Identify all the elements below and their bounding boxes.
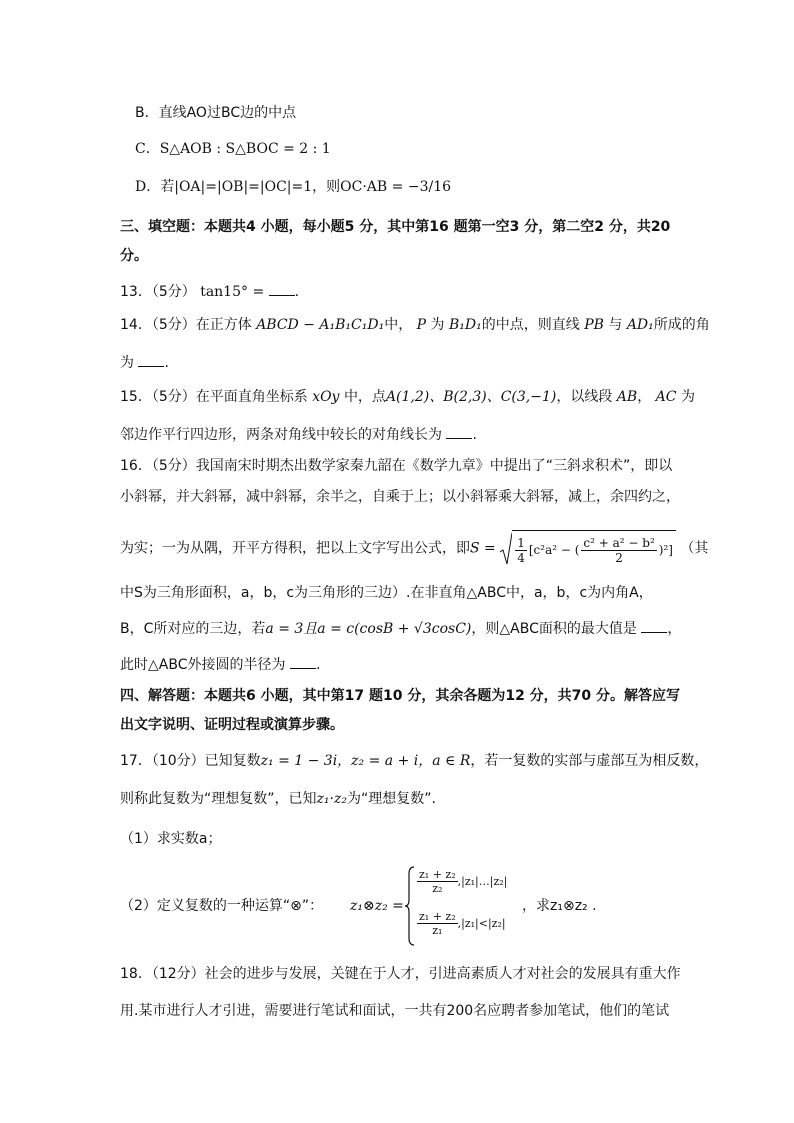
q17-case2-cond: ,|z₁|<|z₂| bbox=[457, 917, 506, 930]
q16-text-5: 中S为三角形面积，a，b，c为三角形的三边）.在非直角△ABC中，a，b，c为内角A， bbox=[120, 585, 653, 601]
q14-cube-label: ABCD − A₁B₁C₁D₁ bbox=[256, 317, 385, 333]
q17-definitions: z₁ = 1 − 3i，z₂ = a + i，a ∈ R bbox=[260, 753, 471, 769]
q17-part2-end bbox=[522, 896, 597, 916]
q14-text-1: 14．（5分）在正方体 bbox=[120, 317, 252, 333]
q16-text-8: 此时△ABC外接圆的半径为 bbox=[120, 657, 286, 673]
q17-operation-lhs: z₁⊗z₂ = bbox=[350, 898, 404, 914]
question-16-line6: 此时△ABC外接圆的半径为 . bbox=[120, 657, 321, 673]
q17-text-3: 则称此复数为“理想复数”，已知 bbox=[120, 791, 317, 807]
question-17-line2 bbox=[120, 789, 436, 809]
q17-case-2 bbox=[417, 910, 506, 937]
q16-sqrt-formula: $\frac{1}{4}$ [c²a² − ( $\frac{\text{c² + a² − b²}}{2}$ )²] bbox=[500, 530, 676, 567]
q15-text-6: 邻边作平行四边形，两条对角线中较长的对角线长为 bbox=[120, 427, 442, 443]
question-13: 13．（5分） tan15° = . bbox=[120, 284, 300, 300]
q17-part2-text: （2）定义复数的一种运算“⊗”： bbox=[120, 898, 324, 914]
q13-prefix: 13．（5分） bbox=[120, 284, 196, 300]
q16-text-6: B，C所对应的三边，若 bbox=[120, 621, 266, 637]
q17-case-1 bbox=[417, 868, 507, 895]
q16-condition: a = 3且a = c(cosB + √3cosC) bbox=[265, 621, 472, 637]
option-d-text: D．若|OA|=|OB|=|OC|=1，则OC·AB = −3/16 bbox=[135, 179, 452, 195]
question-16-line2 bbox=[120, 487, 680, 507]
option-c-text: C．S△AOB : S△BOC = 2 : 1 bbox=[135, 141, 331, 157]
section-4-heading-cont bbox=[120, 715, 344, 735]
q16-text-3: 为实；一为从隅，开平方得积，把以上文字写出公式，即 bbox=[120, 540, 470, 557]
q14-text-6: 所成的角 bbox=[653, 317, 710, 333]
q16-text-7: ，则△ABC面积的最大值是 bbox=[471, 621, 637, 637]
q16-fraction-inner: $\frac{\text{c² + a² − b²}}{2}$ bbox=[583, 535, 655, 565]
q16-answer-blank-2[interactable] bbox=[290, 656, 316, 669]
question-14-cont: 为 . bbox=[120, 355, 169, 371]
q15-segment-ab: AB bbox=[616, 389, 638, 405]
q15-segment-ac: AC bbox=[655, 389, 677, 405]
section-3-heading-cont bbox=[120, 246, 148, 266]
question-18-line1 bbox=[120, 964, 681, 984]
q15-text-4: ， bbox=[637, 389, 652, 405]
q17-text-1: 17．（10分）已知复数 bbox=[120, 753, 261, 769]
q15-text-5: 为 bbox=[680, 389, 695, 405]
question-16-line3 bbox=[120, 530, 708, 567]
section-3-heading bbox=[120, 217, 670, 237]
q17-product: z₁·z₂ bbox=[316, 791, 347, 807]
q17-part2-tail: ，求z₁⊗z₂ . bbox=[522, 898, 597, 914]
q17-text-2: ，若一复数的实部与虚部互为相反数， bbox=[470, 753, 709, 769]
question-16-line1 bbox=[120, 456, 672, 476]
option-d bbox=[135, 177, 451, 197]
q14-point-p: P bbox=[416, 317, 427, 333]
sqrt-sign-icon bbox=[500, 532, 512, 566]
q17-part1-text: （1）求实数a； bbox=[120, 831, 222, 847]
left-brace-icon bbox=[405, 866, 415, 946]
option-c bbox=[135, 139, 331, 159]
question-15-cont: 邻边作平行四边形，两条对角线中较长的对角线长为 . bbox=[120, 427, 477, 443]
q14-text-5: 与 bbox=[608, 317, 623, 333]
section-3-heading-line1: 三、填空题：本题共4 小题，每小题5 分，其中第16 题第一空3 分，第二空2 分，共20 bbox=[120, 219, 671, 235]
q16-text-4: （其 bbox=[680, 540, 709, 557]
q18-text-1: 18．（12分）社会的进步与发展，关键在于人才，引进高素质人才对社会的发展具有重大作 bbox=[120, 966, 681, 982]
q17-case2-den: z₁ bbox=[432, 924, 443, 937]
option-b bbox=[135, 103, 296, 123]
section-4-heading-line1: 四、解答题：本题共6 小题，其中第17 题10 分，其余各题为12 分，共70 分。解答应写 bbox=[120, 688, 681, 704]
question-17-part1 bbox=[120, 829, 222, 849]
q16-text-1: 16．（5分）我国南宋时期杰出数学家秦九韶在《数学九章》中提出了“三斜求积术”，即以 bbox=[120, 458, 673, 474]
q15-text-3: ，以线段 bbox=[556, 389, 613, 405]
q15-text-2: 中，点 bbox=[343, 389, 386, 405]
q17-case1-cond: ,|z₁|…|z₂| bbox=[457, 875, 508, 888]
question-16-line4 bbox=[120, 583, 653, 603]
q14-text-2: 中， bbox=[384, 317, 413, 333]
q14-segment-b1d1: B₁D₁ bbox=[448, 317, 482, 333]
question-15 bbox=[120, 387, 695, 407]
q18-text-2: 用.某市进行人才引进，需要进行笔试和面试，一共有200名应聘者参加笔试，他们的笔试 bbox=[120, 1003, 670, 1019]
q15-text-1: 15．（5分）在平面直角坐标系 bbox=[120, 389, 308, 405]
question-18-line2 bbox=[120, 1001, 669, 1021]
section-3-heading-line2: 分。 bbox=[120, 248, 148, 264]
question-16-line5: B，C所对应的三边，若a = 3且a = c(cosB + √3cosC)，则△ABC面积的最大值是 ， bbox=[120, 621, 682, 637]
q14-line-pb: PB bbox=[584, 317, 604, 333]
q14-text-7: 为 bbox=[120, 355, 134, 371]
q17-case1-den: z₂ bbox=[432, 882, 443, 895]
q16-text-2: 小斜幂，并大斜幂，减中斜幂，余半之，自乘于上；以小斜幂乘大斜幂，减上，余四约之， bbox=[120, 489, 680, 505]
q14-text-4: 的中点，则直线 bbox=[481, 317, 580, 333]
q13-answer-blank[interactable] bbox=[269, 283, 295, 296]
q16-answer-blank-1[interactable] bbox=[641, 620, 667, 633]
q17-text-4: 为“理想复数”. bbox=[346, 791, 436, 807]
option-b-text: B．直线AO过BC边的中点 bbox=[135, 105, 297, 121]
question-17-line1 bbox=[120, 751, 708, 771]
q17-piecewise-lhs bbox=[350, 896, 404, 916]
q14-answer-blank[interactable] bbox=[138, 354, 164, 367]
section-4-heading bbox=[120, 686, 680, 706]
q15-answer-blank[interactable] bbox=[446, 426, 472, 439]
q14-line-ad1: AD₁ bbox=[626, 317, 654, 333]
section-4-heading-line2: 出文字说明、证明过程或演算步骤。 bbox=[120, 717, 344, 733]
q17-case2-num: z₁ + z₂ bbox=[419, 910, 456, 923]
q13-expression: tan15° = bbox=[200, 284, 265, 300]
q16-fraction-quarter: $\frac{1}{4}$ bbox=[517, 535, 525, 565]
q15-coord-system: xOy bbox=[312, 389, 340, 405]
q17-case1-num: z₁ + z₂ bbox=[419, 868, 456, 881]
q14-text-3: 为 bbox=[430, 317, 445, 333]
question-14 bbox=[120, 315, 710, 335]
q16-formula-lhs: S = bbox=[470, 540, 496, 557]
q15-points: A(1,2)、B(2,3)、C(3,−1) bbox=[385, 389, 557, 405]
question-17-part2 bbox=[120, 896, 323, 916]
